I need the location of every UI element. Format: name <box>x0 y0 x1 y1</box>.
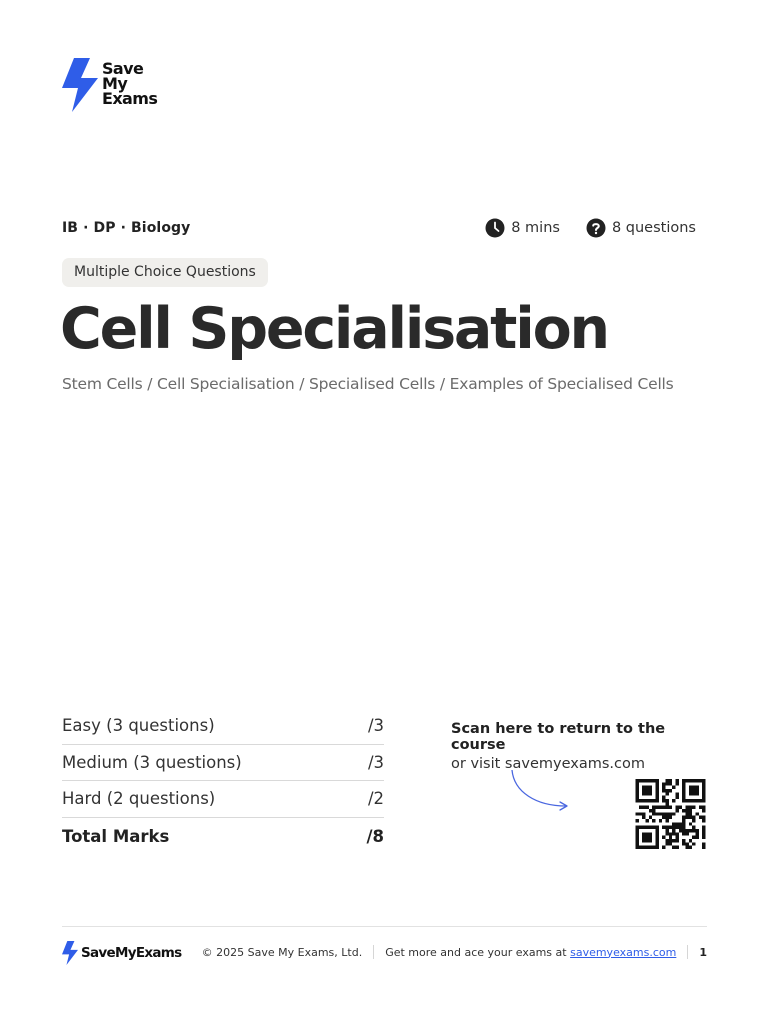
clock-icon <box>485 218 505 238</box>
logo-word: My <box>102 74 128 93</box>
lightning-bolt-icon <box>62 941 78 965</box>
total-marks-label: Total Marks <box>62 826 170 846</box>
marks-row <box>62 708 384 745</box>
exam-stats <box>485 218 696 238</box>
scan-heading: Scan here to return to the course <box>451 721 666 753</box>
question-type-tag: Multiple Choice Questions <box>62 258 268 287</box>
scan-subtext: or visit savemyexams.com <box>451 756 645 772</box>
footer-separator <box>373 945 374 959</box>
duration-stat <box>485 218 560 238</box>
footer-cta <box>385 946 676 959</box>
question-count-text: 8 questions <box>611 220 696 236</box>
total-marks-value: /8 <box>366 826 384 846</box>
footer-info <box>202 945 707 959</box>
logo-wordmark <box>102 61 157 106</box>
footer-separator <box>687 945 688 959</box>
breadcrumb-separator: · <box>120 220 127 236</box>
marks-row-label: Hard (2 questions) <box>62 789 216 809</box>
logo-word: Exams <box>102 89 158 108</box>
topic-path: Stem Cells / Cell Specialisation / Specialised Cells / Examples of Specialised Cells <box>62 375 674 393</box>
page-title: Cell Specialisation <box>60 296 608 362</box>
savemyexams-link[interactable]: savemyexams.com <box>570 945 677 959</box>
breadcrumb-item: IB <box>62 220 79 236</box>
copyright-text: © 2025 Save My Exams, Ltd. <box>201 945 363 959</box>
page-number: 1 <box>699 945 707 959</box>
curved-arrow-icon <box>506 766 572 814</box>
qr-code[interactable] <box>634 779 707 849</box>
marks-table <box>62 708 384 854</box>
question-icon <box>586 218 606 238</box>
marks-row <box>62 745 384 782</box>
lightning-bolt-icon <box>62 58 98 112</box>
meta-row <box>62 216 696 240</box>
footer-divider <box>62 926 707 927</box>
breadcrumb-item: Biology <box>131 220 191 236</box>
question-count-stat <box>586 218 696 238</box>
breadcrumb-separator: · <box>83 220 89 236</box>
marks-row <box>62 781 384 818</box>
marks-row-value: /2 <box>367 789 384 809</box>
marks-row-label: Easy (3 questions) <box>62 716 215 736</box>
footer-brand-name: SaveMyExams <box>81 945 182 961</box>
footer-cta-text: Get more and ace your exams at <box>385 945 571 959</box>
brand-logo <box>62 58 157 112</box>
logo-word: Save <box>102 59 144 78</box>
marks-row-label: Medium (3 questions) <box>62 752 242 772</box>
footer-logo <box>62 941 181 965</box>
marks-row-value: /3 <box>367 752 384 772</box>
marks-row-value: /3 <box>367 716 384 736</box>
breadcrumb-item: DP <box>93 220 116 236</box>
total-marks-row <box>62 818 384 855</box>
duration-text: 8 mins <box>511 220 560 236</box>
breadcrumb <box>62 220 190 236</box>
scan-prompt <box>451 721 721 772</box>
